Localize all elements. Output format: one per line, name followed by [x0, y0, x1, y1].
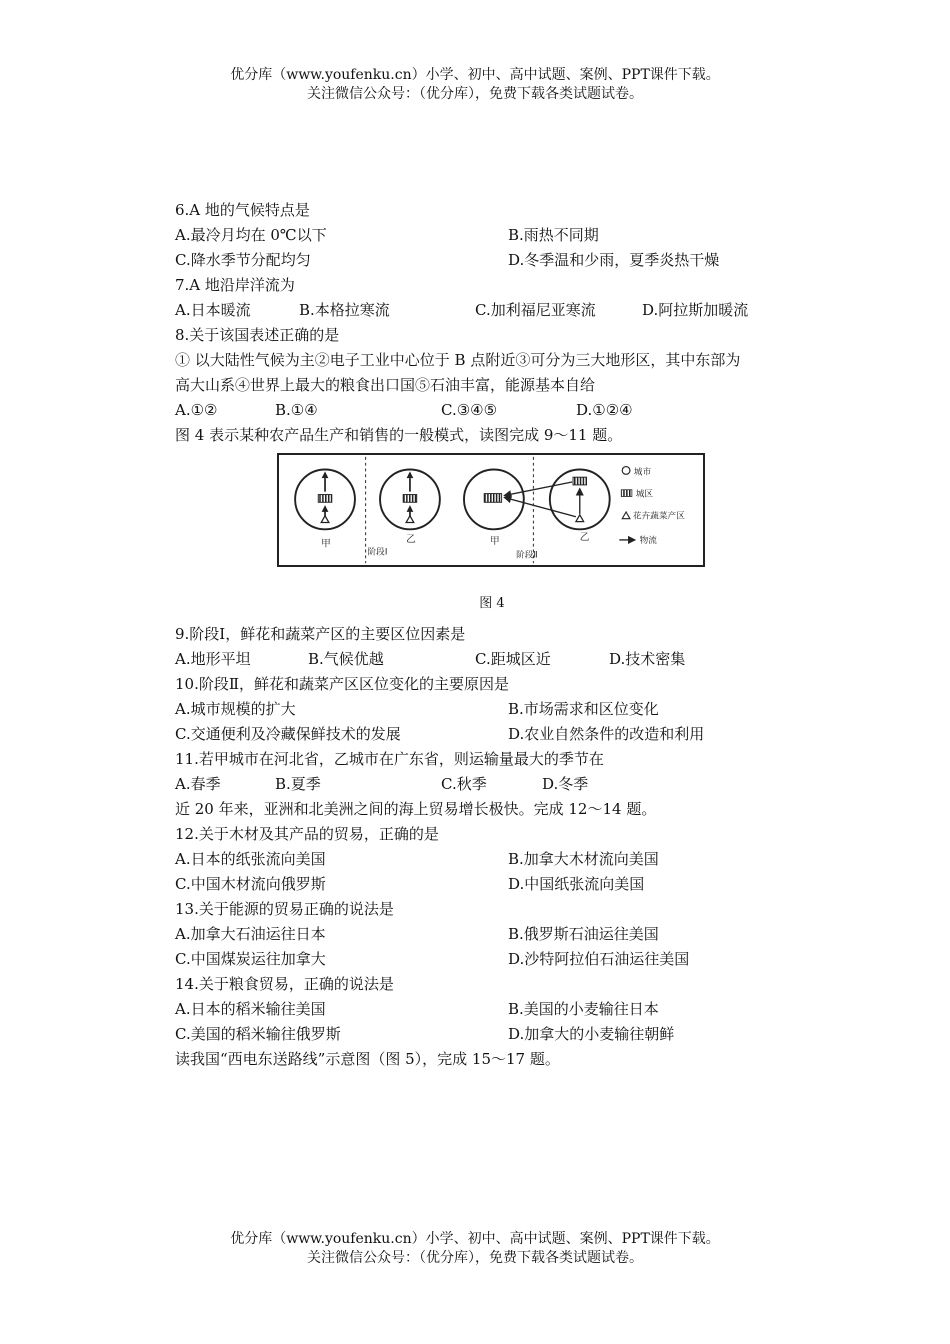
- flower-vegetable-area-icon: [406, 516, 414, 523]
- arrow-icon: [322, 505, 329, 512]
- q14-option-a: A.日本的稻米输往美国: [175, 1000, 326, 1018]
- legend-production: 花卉蔬菜产区: [632, 511, 685, 522]
- q10-options-row2: [175, 722, 825, 747]
- stage-2-label: 阶段Ⅱ: [516, 550, 538, 561]
- q7-option-c: C.加利福尼亚寒流: [475, 301, 596, 319]
- legend-logistics: 物流: [639, 535, 657, 546]
- q11-stem: 11.若甲城市在河北省，乙城市在广东省，则运输量最大的季节在: [175, 750, 604, 768]
- q7-option-a: A.日本暖流: [175, 301, 251, 319]
- q12-option-c: C.中国木材流向俄罗斯: [175, 875, 326, 893]
- urban-area-icon: [484, 494, 501, 503]
- q8-option-c: C.③④⑤: [441, 401, 498, 419]
- label-yi: 乙: [406, 533, 416, 545]
- logistics-arrow: [505, 482, 573, 496]
- q13-option-c: C.中国煤炭运往加拿大: [175, 950, 326, 968]
- arrow-icon: [322, 471, 329, 478]
- q11-option-b: B.夏季: [275, 775, 321, 793]
- figure-4-caption: 图 4: [479, 596, 505, 611]
- exam-content: [175, 198, 825, 1072]
- q10-option-d: D.农业自然条件的改造和利用: [508, 725, 705, 743]
- q10-option-b: B.市场需求和区位变化: [508, 700, 659, 718]
- q10-stem: 10.阶段Ⅱ，鲜花和蔬菜产区区位变化的主要原因是: [175, 675, 510, 693]
- q6-option-c: C.降水季节分配均匀: [175, 251, 311, 269]
- q8-statements-2: 高大山系④世界上最大的粮食出口国⑤石油丰富，能源基本自给: [175, 376, 596, 394]
- page-footer: [0, 1230, 950, 1268]
- q9-options: [175, 647, 825, 672]
- q14-option-c: C.美国的稻米输往俄罗斯: [175, 1025, 341, 1043]
- legend-city: 城市: [633, 467, 652, 478]
- trade-intro: 近 20 年来，亚洲和北美洲之间的海上贸易增长极快。完成 12～14 题。: [175, 800, 657, 818]
- q14-stem: 14.关于粮食贸易，正确的说法是: [175, 975, 394, 993]
- urban-area-icon: [573, 477, 587, 485]
- q12-option-b: B.加拿大木材流向美国: [508, 850, 659, 868]
- q13-option-d: D.沙特阿拉伯石油运往美国: [508, 950, 690, 968]
- q12-option-d: D.中国纸张流向美国: [508, 875, 645, 893]
- page-header: [0, 66, 950, 104]
- footer-line-1: 优分库（www.youfenku.cn）小学、初中、高中试题、案例、PPT课件下载。: [230, 1231, 720, 1247]
- urban-area-icon: [403, 495, 417, 503]
- q13-option-a: A.加拿大石油运往日本: [175, 925, 326, 943]
- label-yi: 乙: [579, 531, 590, 543]
- legend-urban-icon: [621, 490, 632, 497]
- q12-options-row2: [175, 872, 825, 897]
- q14-options-row2: [175, 1022, 825, 1047]
- header-line-2: 关注微信公众号：（优分库），免费下载各类试题试卷。: [307, 86, 643, 102]
- q12-stem: 12.关于木材及其产品的贸易，正确的是: [175, 825, 439, 843]
- q14-option-b: B.美国的小麦输往日本: [508, 1000, 659, 1018]
- legend-city-icon: [622, 467, 630, 475]
- header-line-1: 优分库（www.youfenku.cn）小学、初中、高中试题、案例、PPT课件下载。: [230, 67, 720, 83]
- q9-option-b: B.气候优越: [308, 650, 384, 668]
- figure-4-diagram: [277, 453, 705, 567]
- q6-stem: 6.A 地的气候特点是: [175, 201, 310, 219]
- q11-option-d: D.冬季: [542, 775, 589, 793]
- q11-option-c: C.秋季: [441, 775, 487, 793]
- q7-stem: 7.A 地沿岸洋流为: [175, 276, 295, 294]
- fig4-intro: 图 4 表示某种农产品生产和销售的一般模式，读图完成 9～11 题。: [175, 426, 623, 444]
- figure-4: [175, 451, 825, 586]
- logistics-arrow: [505, 497, 576, 516]
- q11-option-a: A.春季: [175, 775, 221, 793]
- q7-options: [175, 298, 825, 323]
- q13-options-row1: [175, 922, 825, 947]
- arrow-icon: [407, 505, 414, 512]
- footer-line-2: 关注微信公众号：（优分库），免费下载各类试题试卷。: [307, 1250, 643, 1266]
- q6-options-row2: [175, 248, 825, 273]
- q8-statements-1: ① 以大陆性气候为主②电子工业中心位于 B 点附近③可分为三大地形区，其中东部为: [175, 351, 741, 369]
- arrow-icon: [407, 471, 414, 478]
- q9-option-c: C.距城区近: [475, 650, 551, 668]
- q9-option-d: D.技术密集: [609, 650, 686, 668]
- q13-option-b: B.俄罗斯石油运往美国: [508, 925, 659, 943]
- q13-options-row2: [175, 947, 825, 972]
- q12-option-a: A.日本的纸张流向美国: [175, 850, 326, 868]
- label-jia: 甲: [490, 535, 500, 547]
- fig5-intro: 读我国“西电东送路线”示意图（图 5），完成 15～17 题。: [175, 1050, 560, 1068]
- q9-option-a: A.地形平坦: [175, 650, 251, 668]
- legend-urban: 城区: [635, 489, 654, 500]
- q7-option-b: B.本格拉寒流: [299, 301, 390, 319]
- q13-stem: 13.关于能源的贸易正确的说法是: [175, 900, 394, 918]
- q6-option-b: B.雨热不同期: [508, 226, 599, 244]
- stage-1-label: 阶段Ⅰ: [367, 547, 388, 558]
- q8-option-b: B.①④: [275, 401, 318, 419]
- flower-vegetable-area-icon: [576, 515, 584, 522]
- legend-production-icon: [622, 512, 630, 519]
- q8-option-a: A.①②: [175, 401, 218, 419]
- q7-option-d: D.阿拉斯加暖流: [642, 301, 749, 319]
- q14-options-row1: [175, 997, 825, 1022]
- label-jia: 甲: [321, 538, 331, 550]
- flower-vegetable-area-icon: [321, 516, 329, 523]
- q6-option-d: D.冬季温和少雨，夏季炎热干燥: [508, 251, 720, 269]
- q11-options: [175, 772, 825, 797]
- q8-option-d: D.①②④: [576, 401, 633, 419]
- q9-stem: 9.阶段Ⅰ，鲜花和蔬菜产区的主要区位因素是: [175, 625, 466, 643]
- q12-options-row1: [175, 847, 825, 872]
- q6-option-a: A.最冷月均在 0℃以下: [175, 226, 327, 244]
- q6-options-row1: [175, 223, 825, 248]
- q8-options: [175, 398, 825, 423]
- urban-area-icon: [318, 495, 332, 503]
- q14-option-d: D.加拿大的小麦输往朝鲜: [508, 1025, 675, 1043]
- q10-option-c: C.交通便利及冷藏保鲜技术的发展: [175, 725, 401, 743]
- q10-options-row1: [175, 697, 825, 722]
- q8-stem: 8.关于该国表述正确的是: [175, 326, 340, 344]
- q10-option-a: A.城市规模的扩大: [175, 700, 296, 718]
